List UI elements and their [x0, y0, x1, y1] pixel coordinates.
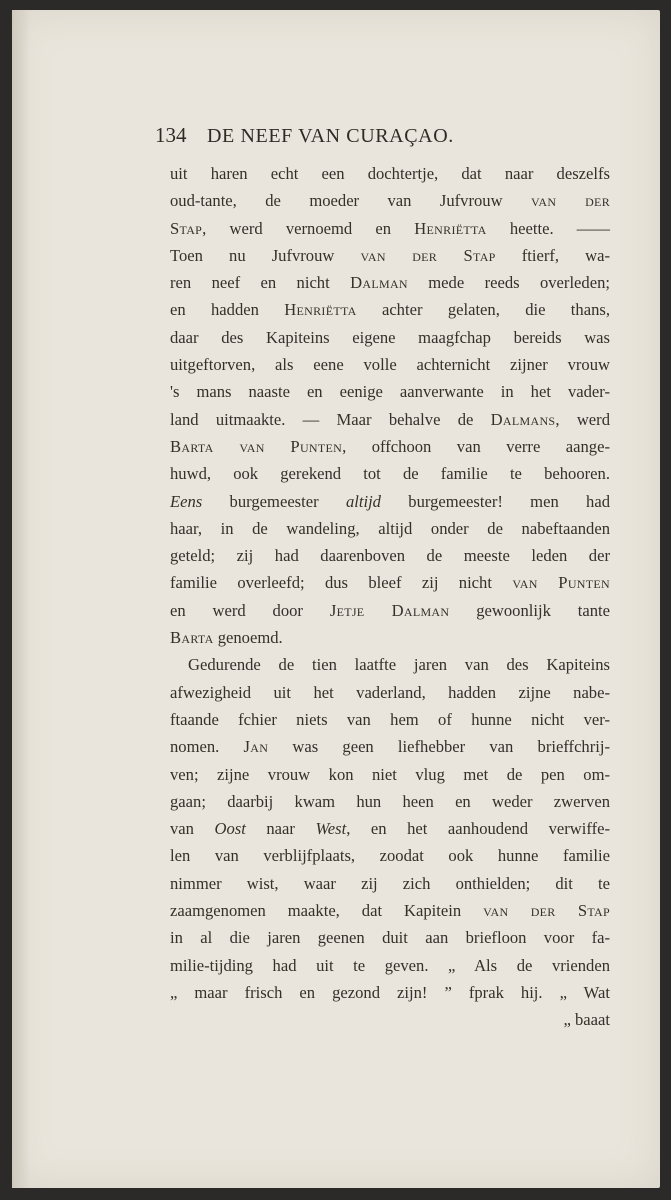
text-run: burgemeester! men had	[380, 491, 611, 511]
running-head	[155, 122, 555, 149]
text-line	[170, 242, 610, 269]
text-run: nomen.	[170, 737, 244, 757]
text-run: van der Stap	[483, 901, 610, 921]
text-run: naar	[245, 819, 316, 839]
text-run: milie-tijding had uit te geven. „ Als de vrienden	[170, 955, 610, 975]
text-run: in al die jaren geenen duit aan briefloon voor fa-	[170, 928, 610, 948]
text-run: afwezigheid uit het vaderland, hadden zijne nabe-	[170, 682, 610, 702]
text-line	[170, 597, 610, 624]
text-line	[170, 406, 610, 433]
text-run: Eens	[170, 491, 203, 511]
text-run: en hadden	[170, 300, 285, 320]
text-run: achter gelaten, die thans,	[356, 300, 610, 320]
text-line	[170, 460, 610, 487]
text-run: uit haren echt een dochtertje, dat naar deszelfs	[170, 164, 610, 183]
text-run: van der	[531, 191, 610, 211]
text-run: was geen liefhebber van brieffchrij-	[268, 737, 611, 757]
text-line	[170, 870, 610, 897]
text-line	[170, 324, 610, 351]
page-gutter	[12, 10, 30, 1188]
text-run: huwd, ook gerekend tot de familie te behooren.	[170, 464, 610, 484]
text-line	[170, 187, 610, 214]
text-run: van Punten	[512, 573, 610, 593]
text-line	[170, 160, 610, 187]
catchword: „ baaat	[563, 1010, 610, 1030]
text-run: , werd	[555, 409, 610, 429]
text-run: Barta	[170, 628, 214, 648]
text-run: Dalmans	[490, 409, 556, 429]
text-run: nimmer wist, waar zij zich onthielden; dit te	[170, 873, 610, 893]
text-line	[170, 706, 610, 733]
text-line	[170, 651, 610, 678]
text-line	[170, 433, 610, 460]
text-run: genoemd.	[213, 628, 283, 648]
text-line	[170, 788, 610, 815]
text-line	[170, 897, 610, 924]
text-line	[170, 624, 610, 651]
text-run: Dalman	[350, 273, 408, 293]
text-run: Stap	[170, 218, 203, 238]
text-line	[170, 351, 610, 378]
text-run: gewoonlijk tante	[449, 600, 610, 620]
text-run: 's mans naaste en eenige aanverwante in het vader-	[170, 382, 610, 402]
text-line	[170, 378, 610, 405]
text-line	[170, 733, 610, 760]
text-line	[170, 979, 610, 1006]
text-run: geteld; zij had daarenboven de meeste leden der	[170, 546, 610, 566]
text-line	[170, 488, 610, 515]
text-run: uitgeftorven, als eene volle achternicht zijner vrouw	[170, 355, 610, 375]
text-run: en werd door	[170, 600, 330, 620]
text-run: Gedurende de tien laatfte jaren van des Kapiteins	[188, 655, 610, 675]
text-run: burgemeester	[202, 491, 346, 511]
text-line	[170, 296, 610, 323]
body-text	[170, 160, 610, 1034]
text-run: familie overleefd; dus bleef zij nicht	[170, 573, 513, 593]
text-run: , werd vernoemd en	[202, 218, 415, 238]
text-run: daar des Kapiteins eigene maagfchap bereids was	[170, 327, 610, 347]
text-line	[170, 679, 610, 706]
text-run: ven; zijne vrouw kon niet vlug met de pen om-	[170, 764, 610, 784]
text-run: Toen nu Jufvrouw	[170, 245, 361, 265]
text-run: zaamgenomen maakte, dat Kapitein	[170, 901, 484, 921]
text-run: van	[170, 819, 215, 839]
text-line	[170, 924, 610, 951]
text-run: Barta van Punten	[170, 436, 343, 456]
text-run: „ maar frisch en gezond zijn! ” fprak hij. „ Wat	[170, 982, 610, 1002]
text-line	[170, 842, 610, 869]
text-run: altijd	[345, 491, 381, 511]
text-line	[170, 761, 610, 788]
text-run: Henriëtta	[414, 218, 487, 238]
text-run: heette. ——	[486, 218, 610, 238]
text-run: mede reeds overleden;	[407, 273, 610, 293]
text-run: ftaande fchier niets van hem of hunne nicht ver-	[170, 709, 610, 729]
text-line	[170, 815, 610, 842]
text-run: gaan; daarbij kwam hun heen en weder zwerven	[170, 791, 610, 811]
text-line	[170, 515, 610, 542]
running-title: DE NEEF VAN CURAÇAO.	[207, 125, 454, 147]
page-number: 134	[155, 123, 187, 147]
text-run: land uitmaakte. — Maar behalve de	[170, 409, 491, 429]
text-run: van der Stap	[360, 245, 496, 265]
text-line	[170, 569, 610, 596]
text-line	[170, 215, 610, 242]
text-run: Jan	[243, 737, 269, 757]
text-run: West	[315, 819, 347, 839]
text-run: Jetje Dalman	[329, 600, 450, 620]
text-run: Henriëtta	[284, 300, 357, 320]
text-run: ren neef en nicht	[170, 273, 351, 293]
text-line	[170, 952, 610, 979]
text-line	[170, 542, 610, 569]
text-run: , en het aanhoudend verwiffe-	[346, 819, 610, 839]
text-run: oud-tante, de moeder van Jufvrouw	[170, 191, 532, 211]
text-run: haar, in de wandeling, altijd onder de nabeftaanden	[170, 518, 610, 538]
text-run: len van verblijfplaats, zoodat ook hunne familie	[170, 846, 610, 866]
book-page	[12, 10, 660, 1188]
text-run: ftierf, wa-	[495, 245, 610, 265]
text-line	[170, 269, 610, 296]
text-run: Oost	[214, 819, 246, 839]
text-run: , offchoon van verre aange-	[342, 436, 610, 456]
